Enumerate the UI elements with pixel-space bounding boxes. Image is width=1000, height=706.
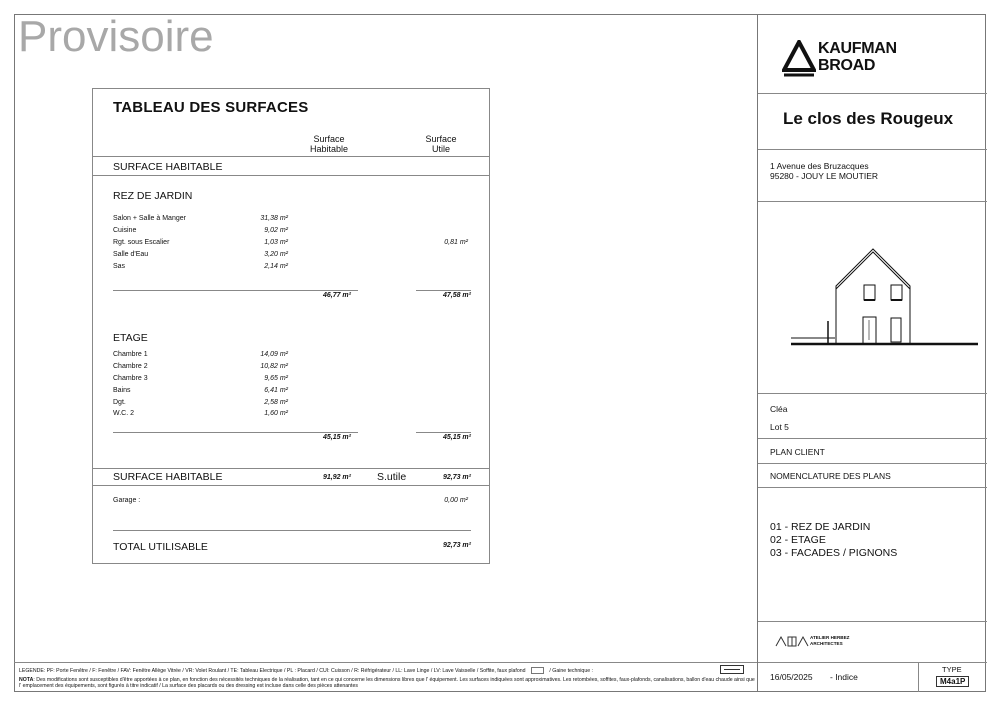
row-hab: 14,09 m² (260, 351, 288, 358)
rez-total-hab: 46,77 m² (322, 292, 351, 299)
row-label: W.C. 2 (113, 410, 135, 417)
house-facade-drawing (788, 244, 978, 354)
summary-utile-label: S.utile (377, 471, 407, 483)
row-label: Chambre 2 (113, 363, 148, 370)
total-value: 92,73 m² (442, 542, 471, 549)
rez-title: REZ DE JARDIN (113, 190, 193, 202)
row-hab: 10,82 m² (260, 363, 288, 370)
row-label: Bains (113, 387, 131, 394)
model-name: Cléa (770, 404, 788, 414)
section-surface-habitable: SURFACE HABITABLE (113, 161, 223, 173)
false-ceiling-swatch-icon (531, 667, 544, 674)
row-hab: 2,14 m² (264, 263, 288, 270)
row-label: Dgt. (113, 399, 126, 406)
garage-value: 0,00 m² (444, 497, 468, 504)
plan-date: 16/05/2025 (770, 672, 813, 682)
etage-title: ETAGE (113, 332, 148, 344)
list-item: 02 - ETAGE (770, 534, 826, 546)
architect-logo-icon (774, 634, 810, 648)
title-block (757, 14, 986, 692)
garage-label: Garage : (113, 497, 141, 504)
surface-table (92, 88, 490, 564)
row-label: Sas (113, 263, 126, 270)
technical-duct-swatch-icon (720, 665, 744, 674)
kaufman-broad-logo-icon (782, 40, 816, 78)
legend-text: LEGENDE: PF: Porte Fenêtre / F: Fenêtre / FAV: Fenêtre Allège Vitrée / VR: Volet Roulant / TE: Tableau Electrique / PL : Placard / CUI: Cuisson / R: Réfrigérateur / LL: Lave Linge / LV: Lave Vaisselle / Soffite, faux plafond / Gaine technique : (19, 667, 593, 674)
row-hab: 6,41 m² (264, 387, 288, 394)
legend-strip (14, 662, 757, 692)
nomenclature-title: NOMENCLATURE DES PLANS (770, 471, 891, 481)
plan-type: PLAN CLIENT (770, 447, 825, 457)
total-label: TOTAL UTILISABLE (113, 541, 208, 553)
plan-list (770, 521, 897, 560)
row-hab: 31,38 m² (260, 215, 288, 222)
summary-label: SURFACE HABITABLE (113, 471, 223, 483)
col-header-habitable: Surface Habitable (309, 134, 349, 154)
etage-total-utile: 45,15 m² (442, 434, 471, 441)
project-name: Le clos des Rougeux (783, 109, 954, 128)
summary-utile: 92,73 m² (442, 474, 471, 481)
type-label: TYPE (942, 665, 962, 674)
row-utile: 0,81 m² (444, 239, 468, 246)
list-item: 01 - REZ DE JARDIN (770, 521, 871, 533)
legend-note: NOTA: Des modifications sont susceptibles d'être apportées à ce plan, en fonction des nécessités techniques de la réalisation, tant en ce qui concerne les dimensions libres que l' équipement. Les surfaces indiquées sont approximatives. Les retombées, soffites, faux-plafonds, canalisations, ballon d'eau chaude ainsi que l' emplacement des équipements, sont figurés à titre indicatif / La surface des placards ou des dressing est incluse dans celle des pièces attenantes (19, 677, 755, 690)
provisional-watermark: Provisoire (18, 12, 214, 61)
col-header-utile: Surface Utile (425, 134, 457, 154)
row-label: Chambre 1 (113, 351, 148, 358)
address-line-1: 1 Avenue des Bruzacques (770, 161, 869, 171)
brand-logo-text: KAUFMAN BROAD (818, 40, 897, 74)
row-hab: 2,58 m² (264, 399, 288, 406)
row-hab: 9,02 m² (264, 227, 288, 234)
row-hab: 1,60 m² (264, 410, 288, 417)
type-value: M4a1P (936, 676, 969, 687)
etage-total-hab: 45,15 m² (322, 434, 351, 441)
row-label: Chambre 3 (113, 375, 148, 382)
table-title: TABLEAU DES SURFACES (113, 99, 309, 116)
indice-label: - Indice (830, 672, 858, 682)
row-hab: 9,65 m² (264, 375, 288, 382)
lot-number: Lot 5 (770, 422, 789, 432)
rez-total-utile: 47,58 m² (442, 292, 471, 299)
row-label: Salon + Salle à Manger (113, 215, 186, 222)
summary-hab: 91,92 m² (322, 474, 351, 481)
row-label: Salle d'Eau (113, 251, 149, 258)
architect-name: ATELIER HERBEZ ARCHITECTES (810, 635, 850, 646)
row-label: Cuisine (113, 227, 137, 234)
address-line-2: 95280 - JOUY LE MOUTIER (770, 171, 879, 181)
row-hab: 1,03 m² (264, 239, 288, 246)
list-item: 03 - FACADES / PIGNONS (770, 547, 898, 559)
row-label: Rgt. sous Escalier (113, 239, 170, 246)
row-hab: 3,20 m² (264, 251, 288, 258)
